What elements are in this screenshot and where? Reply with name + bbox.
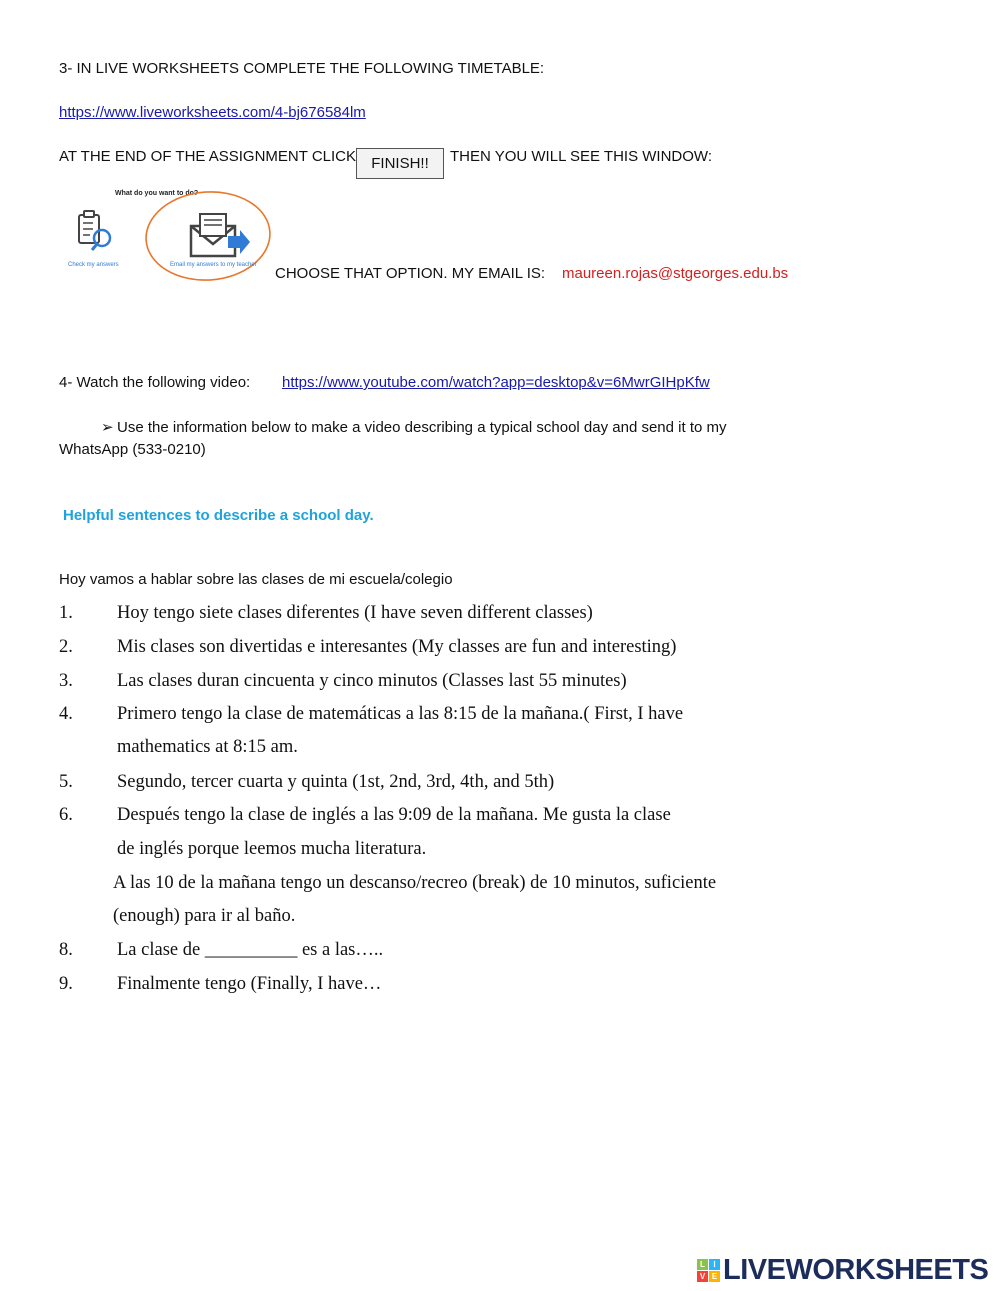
list-item-number: 9. (59, 974, 73, 994)
list-item-number: 6. (59, 805, 73, 825)
list-item-number: 1. (59, 603, 73, 623)
list-item-number: 5. (59, 772, 73, 792)
section3-heading: 3- IN LIVE WORKSHEETS COMPLETE THE FOLLOWING TIMETABLE: (59, 60, 545, 77)
teacher-email: maureen.rojas@stgeorges.edu.bs (562, 265, 789, 282)
check-answers-label: Check my answers (68, 262, 119, 268)
email-answers-icon (191, 214, 250, 256)
list-item: La clase de __________ es a las….. (117, 940, 384, 960)
list-item-number: 2. (59, 637, 73, 657)
list-item: Mis clases son divertidas e interesantes (My classes are fun and interesting) (117, 637, 677, 657)
check-answers-icon (79, 211, 110, 250)
list-item-number: 3. (59, 671, 73, 691)
list-item: Las clases duran cincuenta y cinco minutos (Classes last 55 minutes) (117, 671, 627, 691)
section4-heading: 4- Watch the following video: (59, 374, 251, 391)
logo-squares-icon: L I V E (697, 1259, 720, 1282)
bullet-text: Use the information below to make a video describing a typical school day and send it to my (117, 419, 727, 436)
logo-text: LIVEWORKSHEETS (723, 1253, 989, 1286)
list-item-continuation: de inglés porque leemos mucha literatura. (117, 839, 427, 859)
list-item-number: 4. (59, 704, 73, 724)
list-item: Hoy tengo siete clases diferentes (I have seven different classes) (117, 603, 593, 623)
list-item: Segundo, tercer cuarta y quinta (1st, 2nd, 3rd, 4th, and 5th) (117, 772, 555, 792)
window-instruction: THEN YOU WILL SEE THIS WINDOW: (450, 148, 712, 165)
finish-button[interactable]: FINISH!! (356, 148, 444, 179)
list-item: Finalmente tengo (Finally, I have… (117, 974, 382, 994)
email-answers-label: Email my answers to my teacher (170, 262, 257, 268)
whatsapp-line: WhatsApp (533-0210) (59, 441, 206, 458)
finish-instruction: AT THE END OF THE ASSIGNMENT CLICK (59, 148, 357, 165)
intro-line: Hoy vamos a hablar sobre las clases de mi escuela/colegio (59, 571, 453, 588)
timetable-link[interactable]: https://www.liveworksheets.com/4-bj676584lm (59, 104, 366, 121)
dialog-icons (60, 188, 275, 283)
dialog-screenshot (60, 188, 275, 283)
dialog-title: What do you want to do? (115, 190, 199, 197)
list-item: Después tengo la clase de inglés a las 9:09 de la mañana. Me gusta la clase (117, 805, 671, 825)
helpful-title: Helpful sentences to describe a school day. (63, 507, 374, 524)
list-item: Primero tengo la clase de matemáticas a las 8:15 de la mañana.( First, I have (117, 704, 684, 724)
list-item-number: 8. (59, 940, 73, 960)
list-item-continuation: mathematics at 8:15 am. (117, 737, 298, 757)
bullet-arrow-icon: ➢ (101, 419, 114, 436)
list-item: A las 10 de la mañana tengo un descanso/recreo (break) de 10 minutos, suficiente (113, 873, 717, 893)
choose-option-text: CHOOSE THAT OPTION. MY EMAIL IS: (275, 265, 546, 282)
list-item-continuation: (enough) para ir al baño. (113, 906, 296, 926)
video-link[interactable]: https://www.youtube.com/watch?app=desktop&v=6MwrGIHpKfw (282, 374, 710, 391)
liveworksheets-logo (697, 1254, 988, 1286)
